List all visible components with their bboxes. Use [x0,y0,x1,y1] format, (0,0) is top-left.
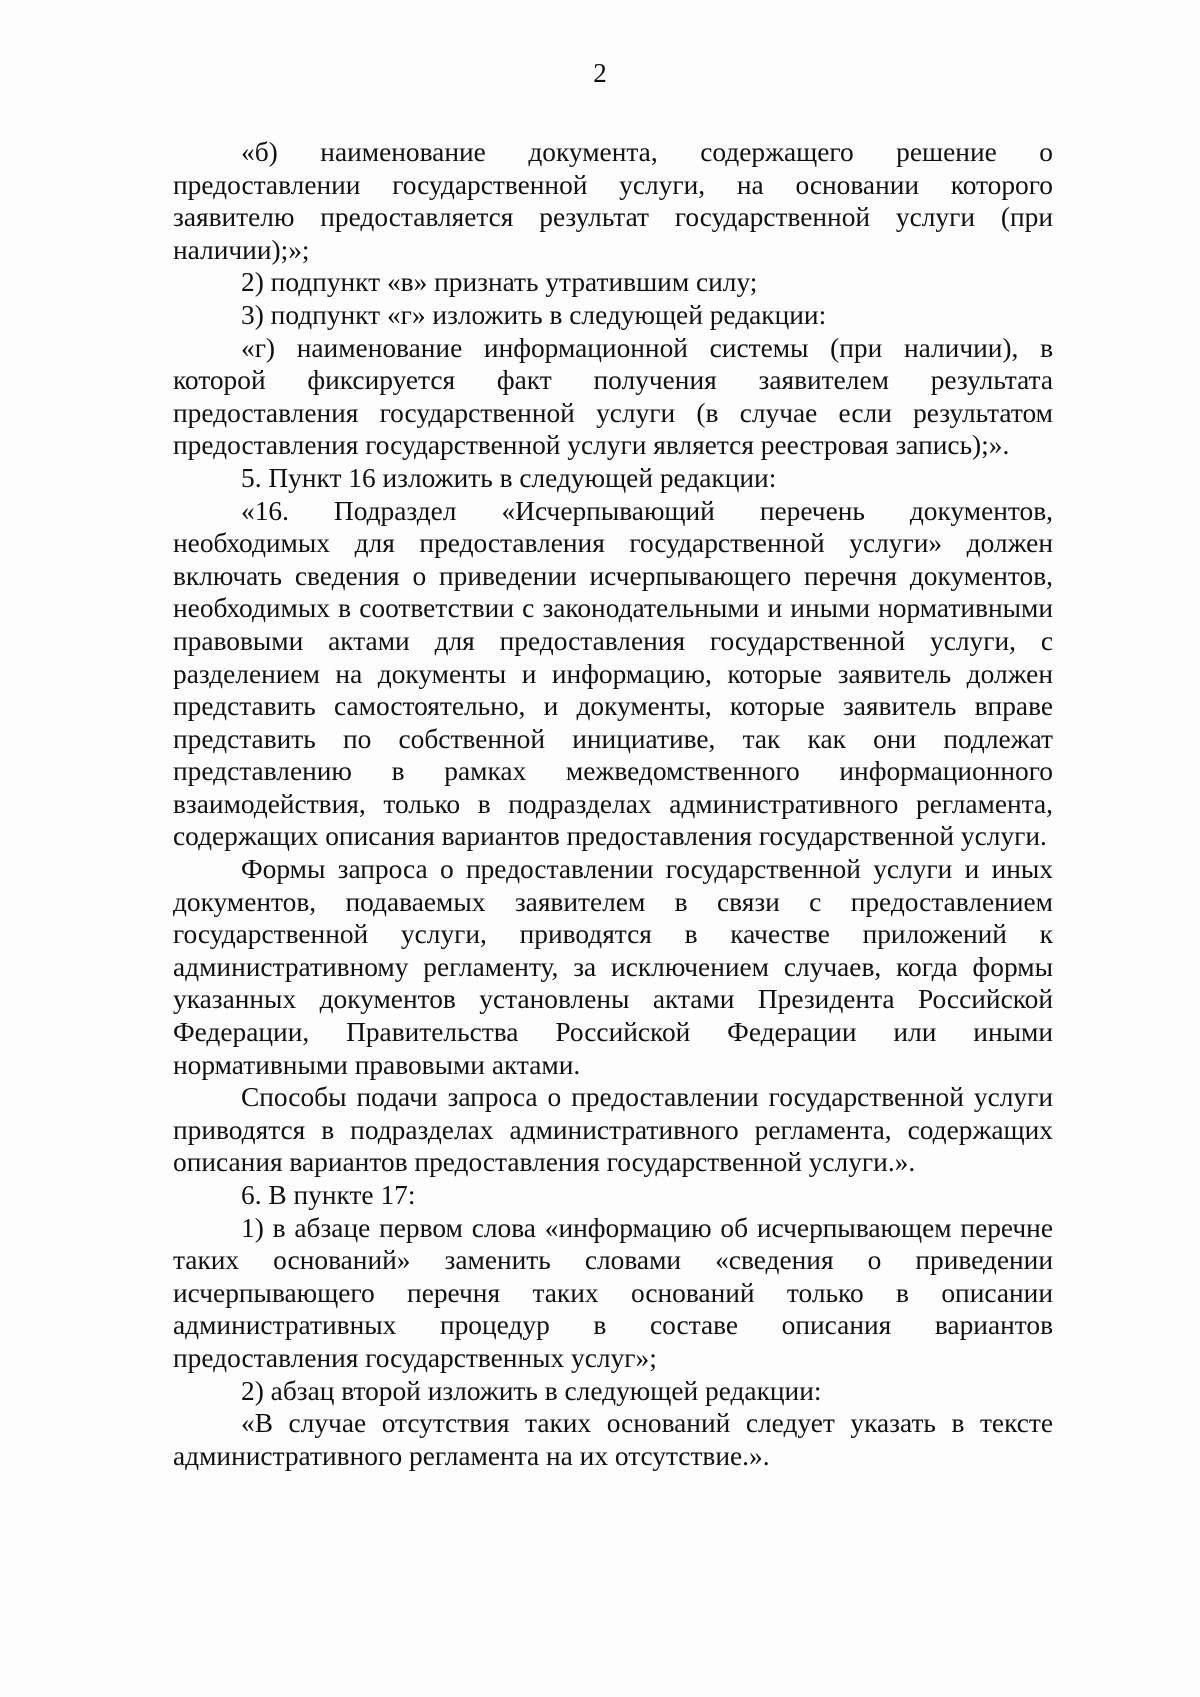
paragraph-item-16-text: «16. Подраздел «Исчерпывающий перечень документов, необходимых для предоставления государственной услуги» должен включать сведения о приведении исчерпывающего перечня документов, необходимых в соответствии с законодательными и иными нормативными правовыми актами для предоставления государственной услуги, с разделением на документы и информацию, которые заявитель должен представить самостоятельно, и документы, которые заявитель вправе представить по собственной инициативе, так как они подлежат представлению в рамках межведомственного информационного взаимодействия, только в подразделах административного регламента, содержащих описания вариантов предоставления государственной услуги. [173,495,1053,852]
paragraph-request-forms: Формы запроса о предоставлении государственной услуги и иных документов, подаваемых заявителем в связи с предоставлением государственной услуги, приводятся в качестве приложений к административному регламенту, за исключением случаев, когда формы указанных документов установлены актами Президента Российской Федерации, Правительства Российской Федерации или иными нормативными правовыми актами. [173,854,1053,1080]
paragraph-submission-methods: Способы подачи запроса о предоставлении государственной услуги приводятся в подразделах административного регламента, содержащих описания вариантов предоставления государственной услуги.». [173,1082,1053,1178]
page-number: 2 [593,58,607,88]
paragraph-item-6-sub-1: 1) в абзаце первом слова «информацию об исчерпывающем перечне таких оснований» заменить словами «сведения о приведении исчерпывающего перечня таких оснований только в описании административных процедур в составе описания вариантов предоставления государственных услуг»; [173,1212,1053,1373]
paragraph-item-6-sub-2-text: «В случае отсутствия таких оснований следует указать в тексте административного регламента на их отсутствие.». [173,1408,1053,1471]
paragraph-item-6: 6. В пункте 17: [241,1180,416,1210]
paragraph-subitem-v-repeal: 2) подпункт «в» признать утратившим силу; [241,267,758,298]
paragraph-subitem-b: «б) наименование документа, содержащего решение о предоставлении государственной услуги, на основании которого заявителю предоставляется результат государственной услуги (при наличии);»; [173,137,1053,265]
document-body [173,136,1053,1472]
paragraph-item-6-sub-2: 2) абзац второй изложить в следующей редакции: [241,1375,822,1406]
paragraph-item-5: 5. Пункт 16 изложить в следующей редакции: [241,462,777,493]
paragraph-subitem-g-amend: 3) подпункт «г» изложить в следующей редакции: [241,299,827,330]
paragraph-subitem-g-text: «г) наименование информационной системы (при наличии), в которой фиксируется факт получения заявителем результата предоставления государственной услуги (в случае если результатом предоставления государственной услуги является реестровая запись);». [173,332,1053,461]
